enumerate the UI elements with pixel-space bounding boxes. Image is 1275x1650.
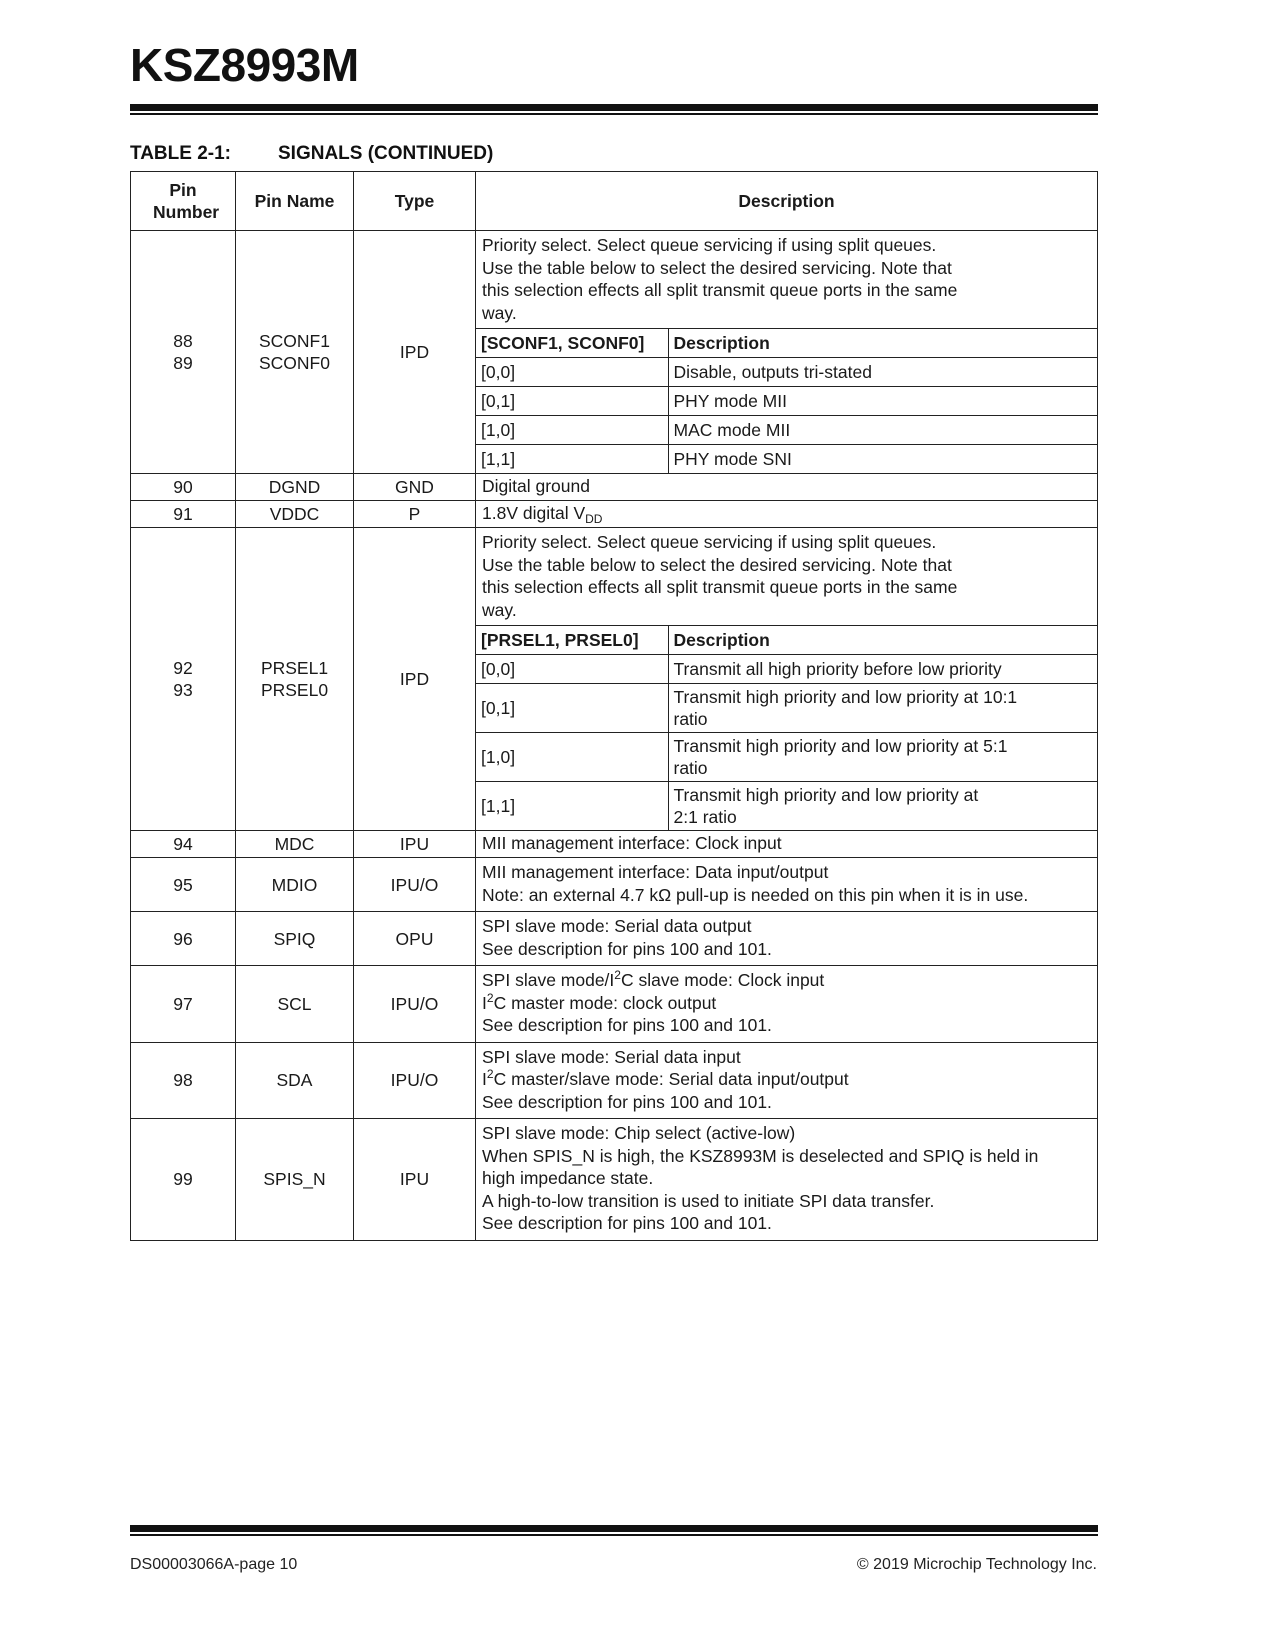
- sub-table-row: [0,1] PHY mode MII: [476, 387, 1097, 416]
- pin-number-cell: 99: [131, 1119, 236, 1241]
- pin-number-cell: 88 89: [131, 231, 236, 474]
- footer-rule-thin: [130, 1534, 1098, 1536]
- table-row-sda: [131, 1042, 1098, 1119]
- pin-name-cell: MDC: [236, 831, 354, 858]
- pin-number-cell: 91: [131, 501, 236, 528]
- sub-table-row: [1,0] Transmit high priority and low priority at 5:1 ratio: [476, 733, 1097, 782]
- pin-number-cell: 90: [131, 474, 236, 501]
- pin-name-cell: SCL: [236, 966, 354, 1043]
- col-header-pin-name: Pin Name: [236, 172, 354, 231]
- sub-table-row: [0,0] Disable, outputs tri-stated: [476, 358, 1097, 387]
- pin-type-cell: IPU/O: [354, 1042, 476, 1119]
- document-title: KSZ8993M: [130, 39, 359, 91]
- description-cell: [476, 231, 1098, 474]
- description-cell: SPI slave mode: Serial data input $I^2C$ master/slave mode: Serial data input/output See description for pins 100 and 101.: [476, 1042, 1098, 1119]
- description-cell: 1.8V digital $V_{DD}$: [476, 501, 1098, 528]
- pin-name-cell: VDDC: [236, 501, 354, 528]
- pin-number-cell: 97: [131, 966, 236, 1043]
- description-cell: Digital ground: [476, 474, 1098, 501]
- pin-number-cell: 92 93: [131, 528, 236, 831]
- table-row-spiq: [131, 912, 1098, 966]
- sub-table-row: [1,1] Transmit high priority and low priority at 2:1 ratio: [476, 782, 1097, 831]
- sub-table-row: [1,0] MAC mode MII: [476, 416, 1097, 445]
- description-cell: MII management interface: Clock input: [476, 831, 1098, 858]
- description-cell: [476, 528, 1098, 831]
- header-rule-thin: [130, 113, 1098, 115]
- signals-table: [130, 171, 1098, 1241]
- header-rule-thick: [130, 104, 1098, 111]
- pin-name-cell: PRSEL1 PRSEL0: [236, 528, 354, 831]
- description-cell: SPI slave mode: Serial data output See description for pins 100 and 101.: [476, 912, 1098, 966]
- pin-type-cell: P: [354, 501, 476, 528]
- pin-type-cell: IPD: [354, 528, 476, 831]
- pin-number-cell: 95: [131, 858, 236, 912]
- description-cell: SPI slave mode: Chip select (active-low) When SPIS_N is high, the KSZ8993M is deselected and SPIQ is held in high impedance state. A high-to-low transition is used to initiate SPI data transfer. See description for pins 100 and 101.: [476, 1119, 1098, 1241]
- table-caption-title: SIGNALS (CONTINUED): [278, 143, 494, 164]
- sconf-intro-text: Priority select. Select queue servicing if using split queues. Use the table below to select the desired servicing. Note that this selection effects all split transmit queue ports in the same way.: [482, 235, 958, 323]
- sub-table-row: [1,1] PHY mode SNI: [476, 445, 1097, 474]
- pin-name-cell: SPIQ: [236, 912, 354, 966]
- pin-type-cell: GND: [354, 474, 476, 501]
- pin-type-cell: IPD: [354, 231, 476, 474]
- table-row-spis-n: [131, 1119, 1098, 1241]
- pin-type-cell: IPU: [354, 1119, 476, 1241]
- table-row-dgnd: [131, 474, 1098, 501]
- pin-type-cell: IPU/O: [354, 858, 476, 912]
- prsel-intro-text: Priority select. Select queue servicing if using split queues. Use the table below to select the desired servicing. Note that this selection effects all split transmit queue ports in the same way.: [482, 532, 958, 620]
- sub-table-header: [SCONF1, SCONF0] Description: [476, 329, 1097, 358]
- table-row-vddc: [131, 501, 1098, 528]
- table-row-prsel: [131, 528, 1098, 831]
- pin-name-cell: MDIO: [236, 858, 354, 912]
- pin-name-cell: SPIS_N: [236, 1119, 354, 1241]
- pin-name-cell: SCONF1 SCONF0: [236, 231, 354, 474]
- table-row-sconf: [131, 231, 1098, 474]
- pin-number-cell: 96: [131, 912, 236, 966]
- col-header-description: Description: [476, 172, 1098, 231]
- pin-name-cell: SDA: [236, 1042, 354, 1119]
- footer-copyright: © 2019 Microchip Technology Inc.: [856, 1556, 1097, 1573]
- footer-doc-id: DS00003066A-page 10: [130, 1556, 298, 1573]
- col-header-pin-number: Pin Number: [131, 172, 236, 231]
- table-row-scl: [131, 966, 1098, 1043]
- sub-table-row: [0,1] Transmit high priority and low priority at 10:1 ratio: [476, 684, 1097, 733]
- sub-table-row: [0,0] Transmit all high priority before low priority: [476, 655, 1097, 684]
- col-header-type: Type: [354, 172, 476, 231]
- pin-number-cell: 94: [131, 831, 236, 858]
- pin-type-cell: OPU: [354, 912, 476, 966]
- pin-type-cell: IPU/O: [354, 966, 476, 1043]
- description-cell: MII management interface: Data input/output Note: an external 4.7 kΩ pull-up is needed on this pin when it is in use.: [476, 858, 1098, 912]
- table-row-mdc: [131, 831, 1098, 858]
- footer-rule-thick: [130, 1525, 1098, 1532]
- pin-number-cell: 98: [131, 1042, 236, 1119]
- sconf-sub-table: [476, 328, 1097, 473]
- table-row-mdio: [131, 858, 1098, 912]
- table-caption-number: TABLE 2-1:: [130, 143, 231, 164]
- description-cell: SPI slave mode/$I^2C$ slave mode: Clock input $I^2C$ master mode: clock output See description for pins 100 and 101.: [476, 966, 1098, 1043]
- table-header-row: [131, 172, 1098, 231]
- pin-type-cell: IPU: [354, 831, 476, 858]
- sub-table-header: [PRSEL1, PRSEL0] Description: [476, 626, 1097, 655]
- pin-name-cell: DGND: [236, 474, 354, 501]
- prsel-sub-table: [476, 625, 1097, 830]
- table-caption: [130, 143, 493, 165]
